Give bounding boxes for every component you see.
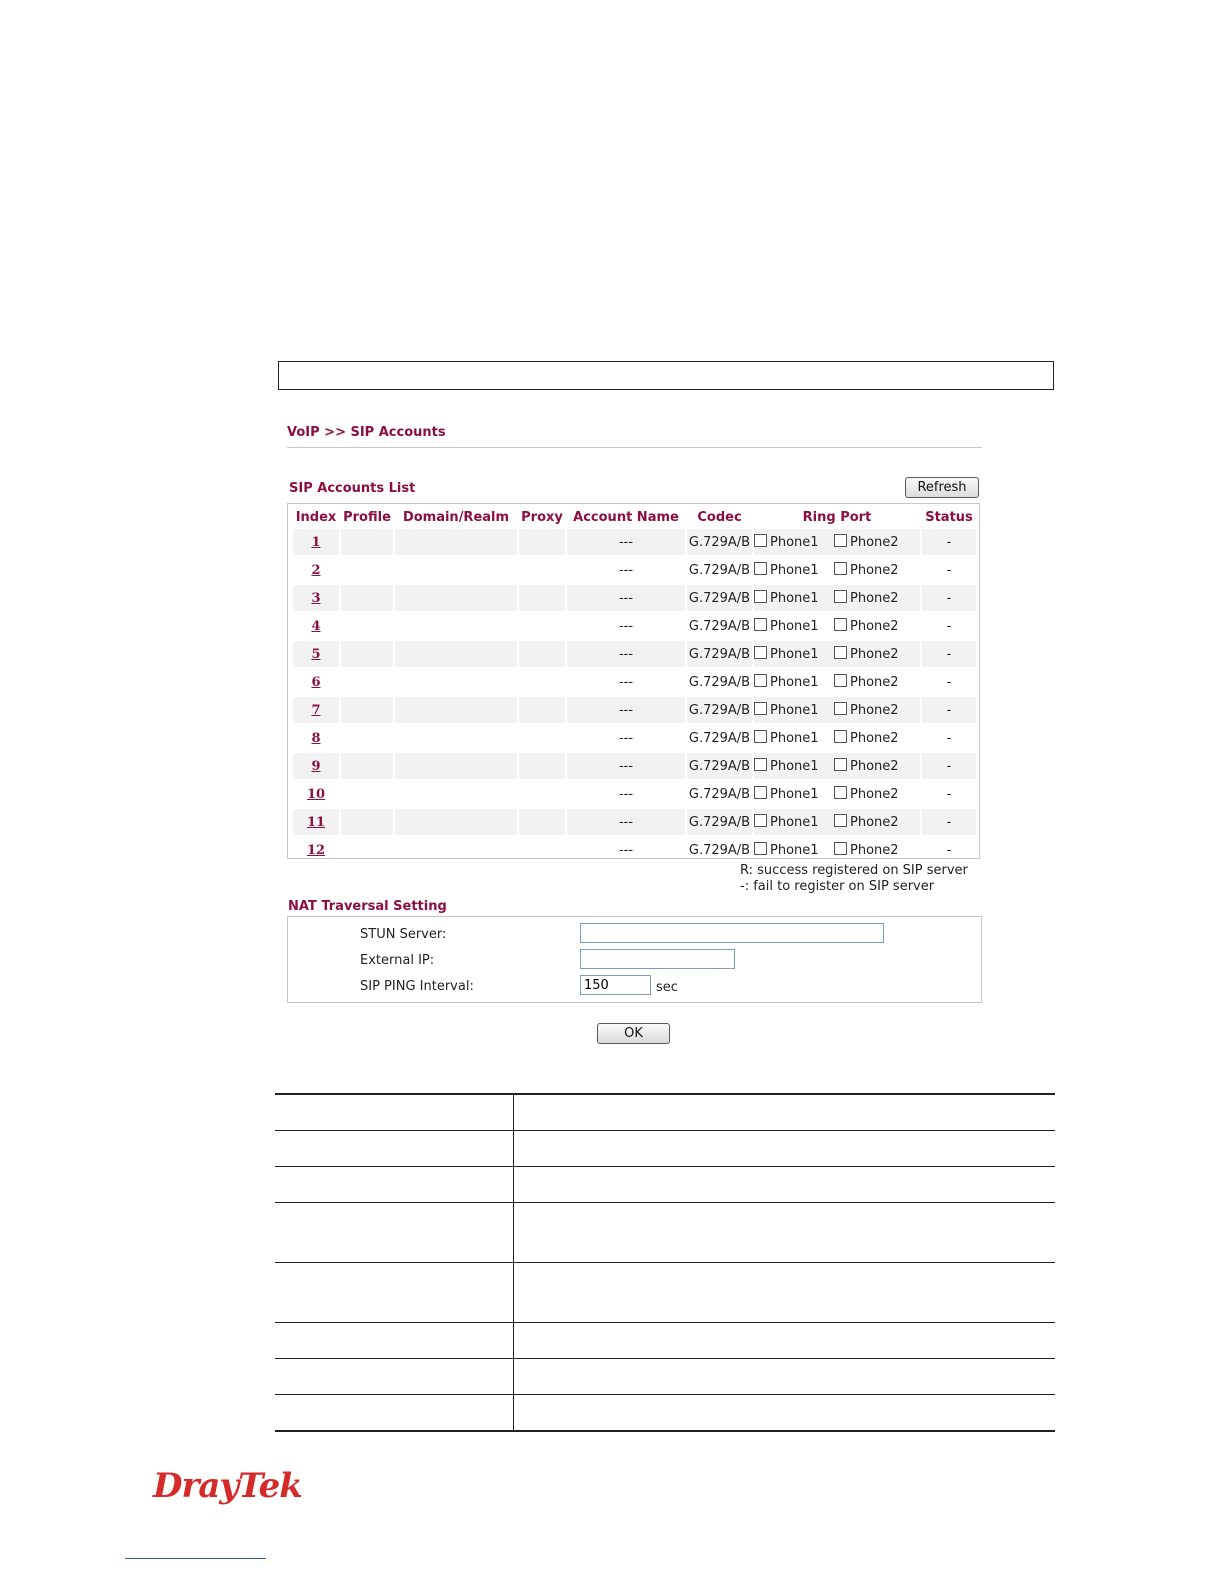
column-header: Status	[925, 509, 973, 525]
phone1-checkbox[interactable]	[754, 562, 767, 575]
table-row	[293, 585, 976, 611]
table-row	[293, 753, 976, 779]
phone2-checkbox[interactable]	[834, 730, 847, 743]
account-name-cell: ---	[567, 585, 685, 611]
status-cell: -	[922, 697, 976, 723]
footer-rule	[125, 1558, 266, 1559]
account-name-cell: ---	[618, 730, 634, 746]
codec-cell: G.729A/B	[687, 809, 752, 835]
account-name-cell: ---	[618, 674, 634, 690]
profile-cell	[341, 585, 393, 611]
nat-traversal-panel	[287, 916, 982, 1003]
codec-cell: G.729A/B	[688, 562, 751, 578]
status-cell: -	[922, 753, 976, 779]
table-row	[293, 837, 976, 863]
codec-cell: G.729A/B	[687, 585, 752, 611]
index-cell	[293, 585, 339, 611]
domain-cell	[395, 641, 517, 667]
domain-cell	[395, 557, 517, 583]
phone2-option[interactable]	[834, 702, 914, 718]
table-row	[293, 781, 976, 807]
refresh-button[interactable]: Refresh	[905, 477, 979, 498]
codec-cell: G.729A/B	[687, 529, 752, 555]
proxy-cell	[519, 529, 565, 555]
status-cell: -	[946, 618, 952, 634]
status-cell: -	[922, 585, 976, 611]
phone1-checkbox[interactable]	[754, 646, 767, 659]
phone2-checkbox[interactable]	[834, 562, 847, 575]
phone1-checkbox[interactable]	[754, 534, 767, 547]
index-cell	[293, 837, 339, 863]
breadcrumb-divider	[287, 447, 982, 448]
phone1-option[interactable]	[754, 814, 834, 830]
phone1-label: Phone1	[770, 535, 819, 550]
index-cell	[293, 753, 339, 779]
account-name-cell: ---	[567, 753, 685, 779]
account-index-link[interactable]: 9	[311, 758, 321, 774]
phone2-label: Phone2	[850, 563, 899, 578]
table-rule	[275, 1322, 1055, 1323]
phone1-label: Phone1	[770, 815, 819, 830]
phone2-checkbox[interactable]	[834, 842, 847, 855]
domain-cell	[395, 725, 517, 751]
phone1-option[interactable]	[754, 562, 834, 578]
proxy-cell	[519, 585, 565, 611]
table-row	[293, 529, 976, 555]
phone1-option[interactable]	[754, 730, 834, 746]
phone1-option[interactable]	[754, 674, 834, 690]
sip-ping-unit: sec	[656, 980, 678, 995]
codec-cell: G.729A/B	[687, 753, 752, 779]
domain-cell	[395, 697, 517, 723]
proxy-cell	[519, 809, 565, 835]
phone1-option[interactable]	[754, 590, 834, 606]
index-cell	[293, 781, 339, 807]
profile-cell	[341, 641, 393, 667]
status-cell: -	[946, 842, 952, 858]
table-row	[293, 809, 976, 835]
status-cell: -	[946, 562, 952, 578]
phone1-checkbox[interactable]	[754, 758, 767, 771]
proxy-cell	[519, 725, 565, 751]
column-header: Profile	[343, 509, 391, 525]
phone1-label: Phone1	[770, 619, 819, 634]
account-index-link[interactable]: 12	[306, 842, 326, 858]
phone2-option[interactable]	[834, 842, 914, 858]
phone2-checkbox[interactable]	[834, 674, 847, 687]
account-name-cell: ---	[618, 562, 634, 578]
top-caption-box	[278, 361, 1054, 390]
phone2-checkbox[interactable]	[834, 814, 847, 827]
phone1-option[interactable]	[754, 842, 834, 858]
index-cell	[293, 557, 339, 583]
domain-cell	[395, 809, 517, 835]
account-index-link[interactable]: 8	[311, 730, 321, 746]
index-cell	[293, 529, 339, 555]
draytek-logo: DrayTek	[153, 1466, 302, 1506]
phone2-label: Phone2	[850, 619, 899, 634]
status-cell: -	[946, 674, 952, 690]
phone2-option[interactable]	[834, 758, 914, 774]
phone2-option[interactable]	[834, 534, 914, 550]
status-cell: -	[922, 529, 976, 555]
table-rule	[275, 1358, 1055, 1359]
ring-port-cell	[754, 809, 920, 835]
phone1-label: Phone1	[770, 675, 819, 690]
phone1-checkbox[interactable]	[754, 618, 767, 631]
account-index-link[interactable]: 11	[306, 814, 326, 830]
codec-cell: G.729A/B	[687, 697, 752, 723]
status-cell: -	[946, 786, 952, 802]
phone2-label: Phone2	[850, 591, 899, 606]
phone2-option[interactable]	[834, 562, 914, 578]
phone2-label: Phone2	[850, 535, 899, 550]
ring-port-cell	[754, 781, 920, 807]
ring-port-cell	[754, 557, 920, 583]
phone1-label: Phone1	[770, 703, 819, 718]
phone2-label: Phone2	[850, 731, 899, 746]
table-row	[293, 557, 976, 583]
phone2-label: Phone2	[850, 815, 899, 830]
domain-cell	[395, 613, 517, 639]
sip-accounts-list-title: SIP Accounts List	[289, 481, 416, 496]
proxy-cell	[519, 781, 565, 807]
phone2-option[interactable]	[834, 646, 914, 662]
column-header: Proxy	[521, 509, 563, 525]
account-name-cell: ---	[567, 529, 685, 555]
proxy-cell	[519, 697, 565, 723]
phone1-label: Phone1	[770, 563, 819, 578]
phone1-option[interactable]	[754, 702, 834, 718]
phone1-label: Phone1	[770, 759, 819, 774]
codec-cell: G.729A/B	[688, 730, 751, 746]
profile-cell	[341, 781, 393, 807]
phone1-label: Phone1	[770, 591, 819, 606]
phone1-option[interactable]	[754, 618, 834, 634]
profile-cell	[341, 809, 393, 835]
index-cell	[293, 641, 339, 667]
profile-cell	[341, 529, 393, 555]
table-header-row	[293, 507, 976, 527]
column-header: Ring Port	[802, 509, 872, 525]
status-cell: -	[922, 809, 976, 835]
codec-cell: G.729A/B	[688, 674, 751, 690]
ring-port-cell	[754, 585, 920, 611]
column-header: Index	[295, 509, 337, 525]
phone2-label: Phone2	[850, 703, 899, 718]
table-row	[293, 669, 976, 695]
stun-server-input[interactable]	[580, 923, 884, 943]
account-index-link[interactable]: 3	[311, 590, 321, 606]
account-index-link[interactable]: 2	[311, 562, 321, 578]
phone2-option[interactable]	[834, 814, 914, 830]
proxy-cell	[519, 837, 565, 863]
table-rule	[275, 1093, 1055, 1095]
profile-cell	[341, 613, 393, 639]
phone1-label: Phone1	[770, 647, 819, 662]
table-row	[293, 697, 976, 723]
table-row	[293, 641, 976, 667]
phone2-option[interactable]	[834, 730, 914, 746]
profile-cell	[341, 837, 393, 863]
stun-server-label: STUN Server:	[360, 927, 447, 942]
account-name-cell: ---	[567, 641, 685, 667]
phone1-checkbox[interactable]	[754, 674, 767, 687]
account-index-link[interactable]: 6	[311, 674, 321, 690]
account-name-cell: ---	[618, 618, 634, 634]
ok-button[interactable]: OK	[597, 1023, 670, 1044]
account-index-link[interactable]: 5	[311, 646, 321, 662]
proxy-cell	[519, 613, 565, 639]
index-cell	[293, 725, 339, 751]
breadcrumb: VoIP >> SIP Accounts	[287, 425, 446, 440]
account-name-cell: ---	[567, 697, 685, 723]
table-rule	[275, 1394, 1055, 1395]
account-index-link[interactable]: 1	[311, 534, 321, 550]
phone2-checkbox[interactable]	[834, 786, 847, 799]
phone2-label: Phone2	[850, 787, 899, 802]
account-index-link[interactable]: 10	[306, 786, 326, 802]
phone1-checkbox[interactable]	[754, 842, 767, 855]
phone2-label: Phone2	[850, 675, 899, 690]
phone1-checkbox[interactable]	[754, 702, 767, 715]
ring-port-cell	[754, 529, 920, 555]
column-header: Account Name	[573, 509, 679, 525]
index-cell	[293, 697, 339, 723]
ring-port-cell	[754, 641, 920, 667]
phone1-option[interactable]	[754, 646, 834, 662]
table-rule	[275, 1430, 1055, 1432]
proxy-cell	[519, 669, 565, 695]
phone2-option[interactable]	[834, 618, 914, 634]
account-index-link[interactable]: 4	[311, 618, 321, 634]
sip-ping-interval-input[interactable]	[580, 975, 651, 995]
legend-registered: R: success registered on SIP server	[740, 863, 968, 878]
proxy-cell	[519, 557, 565, 583]
table-rule	[275, 1130, 1055, 1131]
column-header: Domain/Realm	[402, 509, 510, 525]
sip-accounts-table	[291, 505, 978, 865]
profile-cell	[341, 697, 393, 723]
phone1-option[interactable]	[754, 758, 834, 774]
proxy-cell	[519, 641, 565, 667]
phone1-label: Phone1	[770, 731, 819, 746]
account-name-cell: ---	[567, 809, 685, 835]
table-rule	[275, 1262, 1055, 1263]
table-rule	[275, 1202, 1055, 1203]
account-name-cell: ---	[618, 842, 634, 858]
domain-cell	[395, 837, 517, 863]
domain-cell	[395, 529, 517, 555]
profile-cell	[341, 753, 393, 779]
phone2-label: Phone2	[850, 843, 899, 858]
phone1-label: Phone1	[770, 787, 819, 802]
phone1-option[interactable]	[754, 786, 834, 802]
status-cell: -	[922, 641, 976, 667]
nat-traversal-title: NAT Traversal Setting	[288, 899, 447, 914]
domain-cell	[395, 585, 517, 611]
ring-port-cell	[754, 753, 920, 779]
table-rule	[275, 1166, 1055, 1167]
table-row	[293, 725, 976, 751]
ring-port-cell	[754, 725, 920, 751]
external-ip-input[interactable]	[580, 949, 735, 969]
phone2-option[interactable]	[834, 674, 914, 690]
phone2-option[interactable]	[834, 786, 914, 802]
sip-ping-interval-label: SIP PING Interval:	[360, 979, 474, 994]
description-table	[275, 1093, 1055, 1433]
index-cell	[293, 809, 339, 835]
profile-cell	[341, 725, 393, 751]
phone1-checkbox[interactable]	[754, 786, 767, 799]
domain-cell	[395, 669, 517, 695]
codec-cell: G.729A/B	[688, 842, 751, 858]
sip-accounts-panel	[287, 503, 980, 859]
phone2-checkbox[interactable]	[834, 590, 847, 603]
column-header: Codec	[697, 509, 742, 525]
legend-failed: -: fail to register on SIP server	[740, 879, 935, 894]
index-cell	[293, 669, 339, 695]
ring-port-cell	[754, 697, 920, 723]
status-cell: -	[946, 730, 952, 746]
status-legend	[740, 863, 968, 895]
phone2-option[interactable]	[834, 590, 914, 606]
phone2-checkbox[interactable]	[834, 702, 847, 715]
index-cell	[293, 613, 339, 639]
phone1-label: Phone1	[770, 843, 819, 858]
table-column-divider	[513, 1093, 514, 1432]
phone2-checkbox[interactable]	[834, 534, 847, 547]
phone2-checkbox[interactable]	[834, 618, 847, 631]
phone2-label: Phone2	[850, 647, 899, 662]
phone1-checkbox[interactable]	[754, 814, 767, 827]
ring-port-cell	[754, 669, 920, 695]
ring-port-cell	[754, 837, 920, 863]
domain-cell	[395, 753, 517, 779]
domain-cell	[395, 781, 517, 807]
codec-cell: G.729A/B	[688, 618, 751, 634]
account-name-cell: ---	[618, 786, 634, 802]
external-ip-label: External IP:	[360, 953, 435, 968]
codec-cell: G.729A/B	[688, 786, 751, 802]
proxy-cell	[519, 753, 565, 779]
account-index-link[interactable]: 7	[311, 702, 321, 718]
phone2-label: Phone2	[850, 759, 899, 774]
phone2-checkbox[interactable]	[834, 758, 847, 771]
codec-cell: G.729A/B	[687, 641, 752, 667]
phone1-checkbox[interactable]	[754, 730, 767, 743]
table-row	[293, 613, 976, 639]
profile-cell	[341, 557, 393, 583]
phone1-option[interactable]	[754, 534, 834, 550]
profile-cell	[341, 669, 393, 695]
ring-port-cell	[754, 613, 920, 639]
phone1-checkbox[interactable]	[754, 590, 767, 603]
phone2-checkbox[interactable]	[834, 646, 847, 659]
